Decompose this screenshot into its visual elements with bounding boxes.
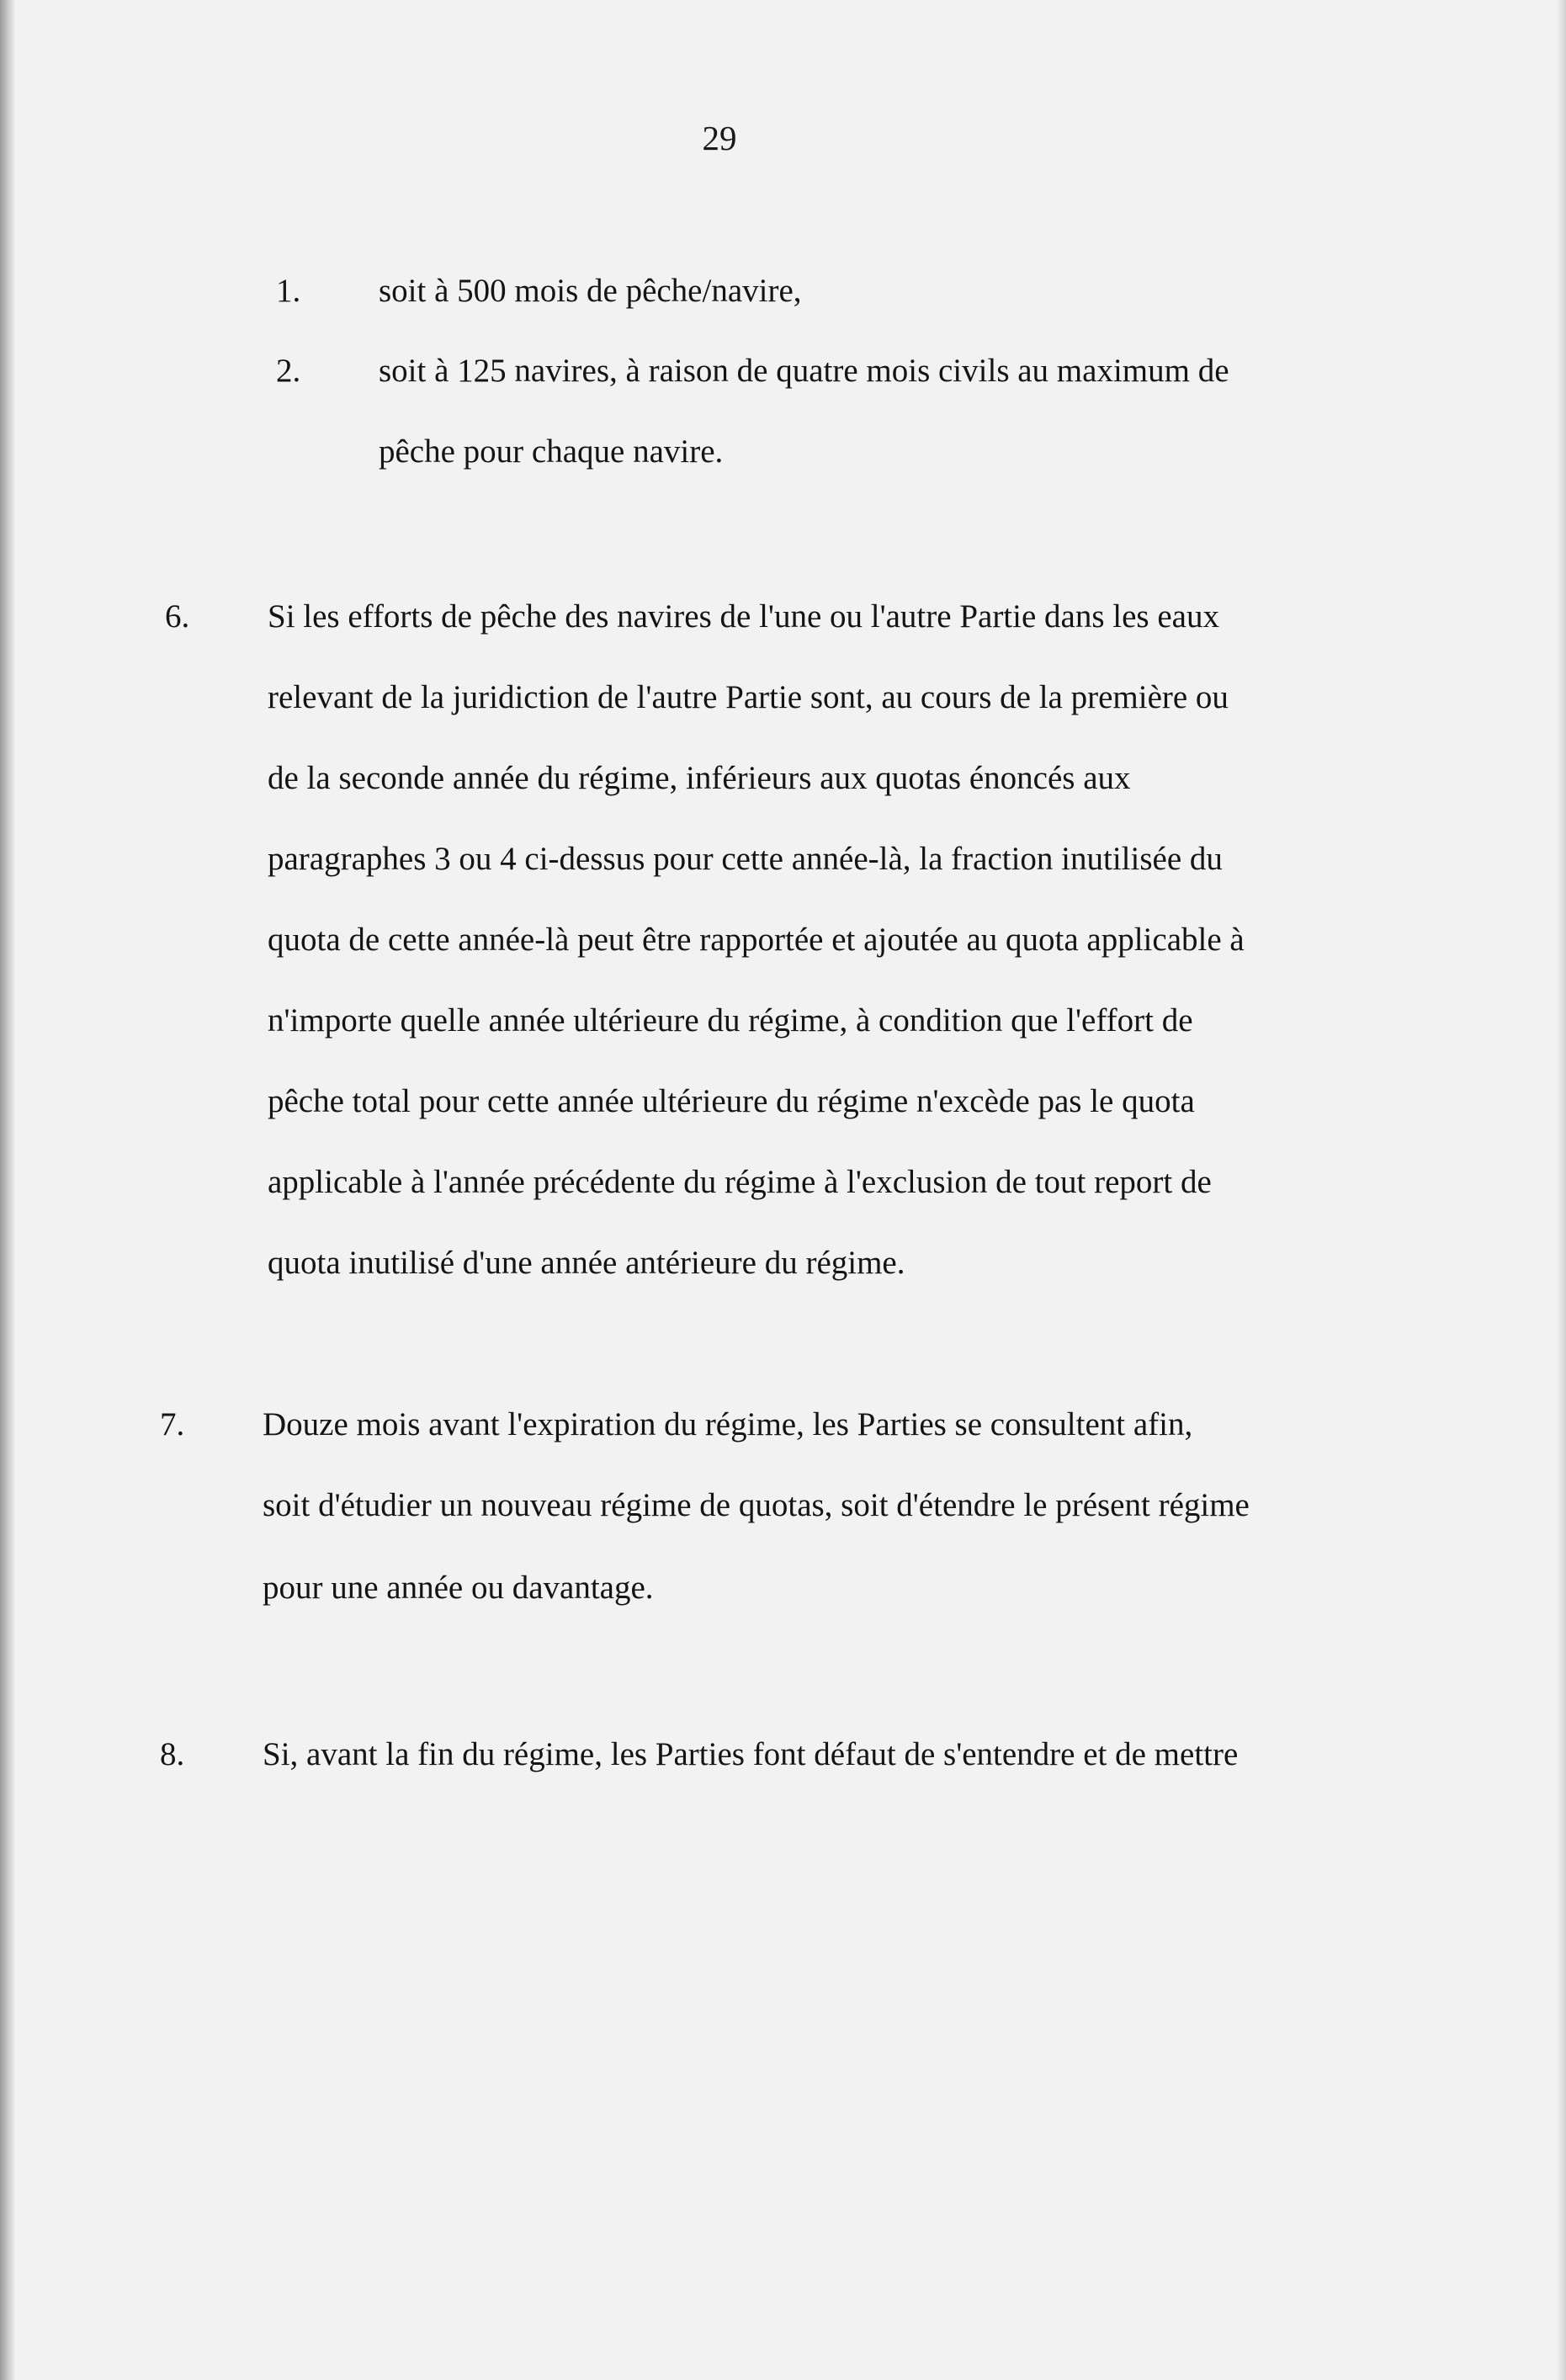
item-6-line-8: applicable à l'année précédente du régime à l'exclusion de tout report de	[268, 1164, 1212, 1200]
item-2-line-1: soit à 125 navires, à raison de quatre mois civils au maximum de	[379, 353, 1229, 389]
item-1-number: 1.	[276, 273, 301, 309]
item-6-line-2: relevant de la juridiction de l'autre Partie sont, au cours de la première ou	[268, 679, 1229, 715]
item-7-line-1: Douze mois avant l'expiration du régime, les Parties se consultent afin,	[263, 1406, 1193, 1442]
item-6-number: 6.	[165, 598, 190, 635]
item-6-line-9: quota inutilisé d'une année antérieure du régime.	[268, 1245, 905, 1281]
item-7-line-3: pour une année ou davantage.	[263, 1570, 654, 1606]
item-6-line-3: de la seconde année du régime, inférieurs aux quotas énoncés aux	[268, 760, 1131, 796]
item-7-line-2: soit d'étudier un nouveau régime de quotas, soit d'étendre le présent régime	[263, 1487, 1250, 1523]
page-edge-shadow	[0, 0, 15, 2380]
item-2-line-2: pêche pour chaque navire.	[379, 433, 724, 470]
item-6-line-4: paragraphes 3 ou 4 ci-dessus pour cette année-là, la fraction inutilisée du	[268, 841, 1223, 877]
item-8-number: 8.	[160, 1736, 185, 1772]
item-6-line-1: Si les efforts de pêche des navires de l'une ou l'autre Partie dans les eaux	[268, 598, 1219, 635]
item-2-number: 2.	[276, 353, 301, 389]
item-6-line-7: pêche total pour cette année ultérieure du régime n'excède pas le quota	[268, 1083, 1195, 1119]
item-8-line-1: Si, avant la fin du régime, les Parties font défaut de s'entendre et de mettre	[263, 1736, 1239, 1772]
item-6-line-5: quota de cette année-là peut être rapportée et ajoutée au quota applicable à	[268, 922, 1245, 958]
item-7-number: 7.	[160, 1406, 185, 1442]
item-6-line-6: n'importe quelle année ultérieure du régime, à condition que l'effort de	[268, 1002, 1193, 1039]
page-number: 29	[702, 119, 737, 157]
page-edge-right	[1558, 0, 1566, 2380]
item-1-line-1: soit à 500 mois de pêche/navire,	[379, 273, 802, 309]
